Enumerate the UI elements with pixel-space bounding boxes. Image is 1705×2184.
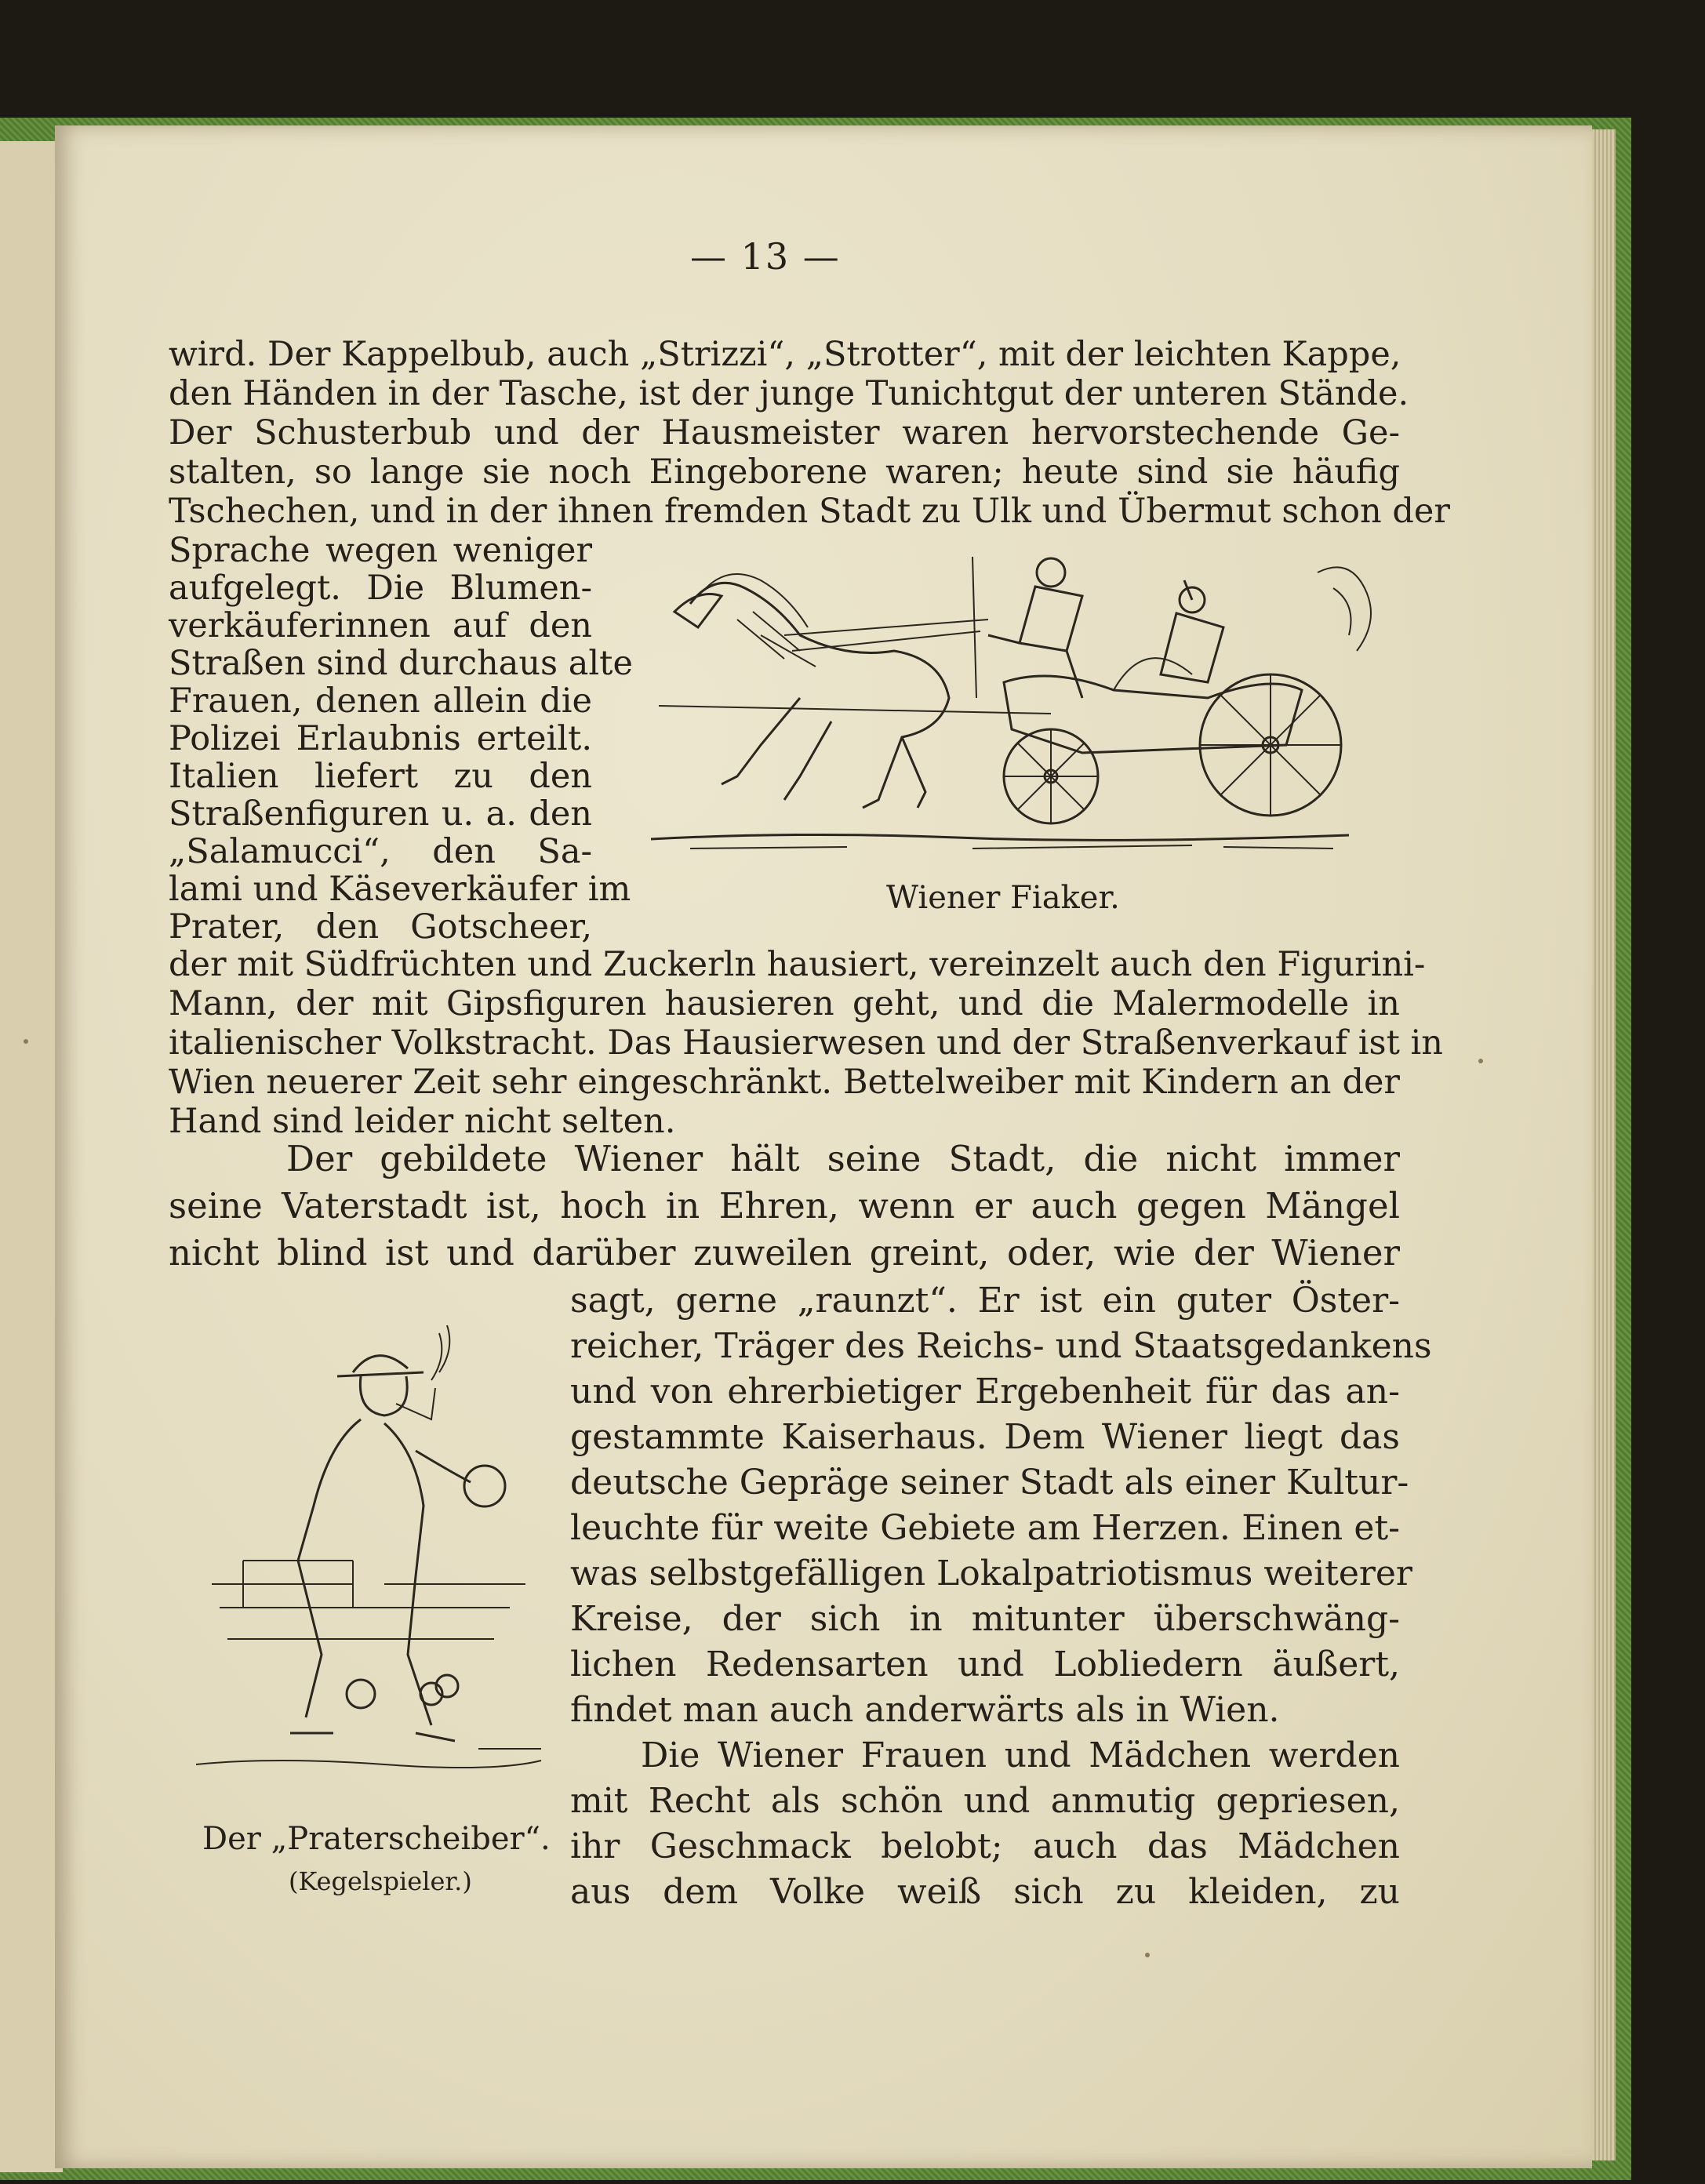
text-line: wird. Der Kappelbub, auch „Strizzi“, „Strotter“, mit der leichten Kappe, <box>169 335 1401 374</box>
figure-subcaption-kegelspieler: (Kegelspieler.) <box>289 1866 472 1896</box>
text-line: Wien neuerer Zeit sehr eingeschränkt. Bettelweiber mit Kindern an der <box>169 1063 1400 1102</box>
text-line: den Händen in der Tasche, ist der junge Tunichtgut der unteren Stände. <box>169 374 1409 413</box>
text-line: Hand sind leider nicht selten. <box>169 1102 676 1141</box>
paper-speck <box>1145 1953 1150 1957</box>
text-line: aufgelegt. Die Blumen- <box>169 569 592 608</box>
text-line: Kreise, der sich in mitunter überschwäng- <box>570 1599 1400 1639</box>
text-line: Italien liefert zu den <box>169 757 592 796</box>
text-line: Straßen sind durchaus alte <box>169 644 633 683</box>
text-line: reicher, Träger des Reichs- und Staatsgedankens <box>570 1326 1432 1366</box>
text-line: der mit Südfrüchten und Zuckerln hausiert, vereinzelt auch den Figurini- <box>169 945 1426 984</box>
text-line: Die Wiener Frauen und Mädchen werden <box>641 1735 1400 1775</box>
text-line: Der gebildete Wiener hält seine Stadt, die nicht immer <box>286 1138 1400 1179</box>
page-number: — 13 — <box>690 235 841 278</box>
text-line: Frauen, denen allein die <box>169 681 592 721</box>
text-line: aus dem Volke weiß sich zu kleiden, zu <box>570 1872 1400 1912</box>
figure-caption-fiaker: Wiener Fiaker. <box>886 880 1120 916</box>
text-line: was selbstgefälligen Lokalpatriotismus weiterer <box>570 1554 1412 1593</box>
text-line: stalten, so lange sie noch Eingeborene waren; heute sind sie häufig <box>169 452 1400 492</box>
paper-speck <box>1478 1059 1483 1063</box>
text-line: Der Schusterbub und der Hausmeister waren hervorstechende Ge- <box>169 413 1400 452</box>
text-line: Straßenfiguren u. a. den <box>169 794 592 834</box>
text-line: lichen Redensarten und Lobliedern äußert, <box>570 1644 1400 1684</box>
text-line: Polizei Erlaubnis erteilt. <box>169 719 592 758</box>
text-line: italienischer Volkstracht. Das Hausierwesen und der Straßenverkauf ist in <box>169 1023 1443 1063</box>
text-line: seine Vaterstadt ist, hoch in Ehren, wenn er auch gegen Mängel <box>169 1185 1400 1226</box>
text-line: lami und Käseverkäufer im <box>169 870 631 909</box>
text-line: verkäuferinnen auf den <box>169 606 592 645</box>
paper-speck <box>24 1039 28 1044</box>
figure-caption-praterscheiber: Der „Praterscheiber“. <box>202 1821 551 1857</box>
text-line: Mann, der mit Gipsfiguren hausieren geht, und die Malermodelle in <box>169 984 1400 1023</box>
text-line: und von ehrerbietiger Ergebenheit für das an- <box>570 1372 1400 1412</box>
text-line: sagt, gerne „raunzt“. Er ist ein guter Öster- <box>570 1281 1400 1321</box>
text-line: Prater, den Gotscheer, <box>169 907 592 947</box>
text-line: leuchte für weite Gebiete am Herzen. Einen et- <box>570 1508 1400 1548</box>
text-line: ihr Geschmack belobt; auch das Mädchen <box>570 1826 1400 1866</box>
text-line: findet man auch anderwärts als in Wien. <box>570 1690 1280 1730</box>
text-line: mit Recht als schön und anmutig gepriesen, <box>570 1781 1400 1821</box>
text-line: Sprache wegen weniger <box>169 531 592 570</box>
praterscheiber-illustration <box>196 1325 549 1796</box>
text-line: nicht blind ist und darüber zuweilen greint, oder, wie der Wiener <box>169 1232 1400 1274</box>
text-line: Tschechen, und in der ihnen fremden Stadt zu Ulk und Übermut schon der <box>169 492 1450 531</box>
text-line: gestammte Kaiserhaus. Dem Wiener liegt das <box>570 1417 1400 1457</box>
text-line: deutsche Gepräge seiner Stadt als einer Kultur- <box>570 1463 1409 1503</box>
fiaker-illustration <box>643 541 1396 870</box>
text-line: „Salamucci“, den Sa- <box>169 832 592 871</box>
